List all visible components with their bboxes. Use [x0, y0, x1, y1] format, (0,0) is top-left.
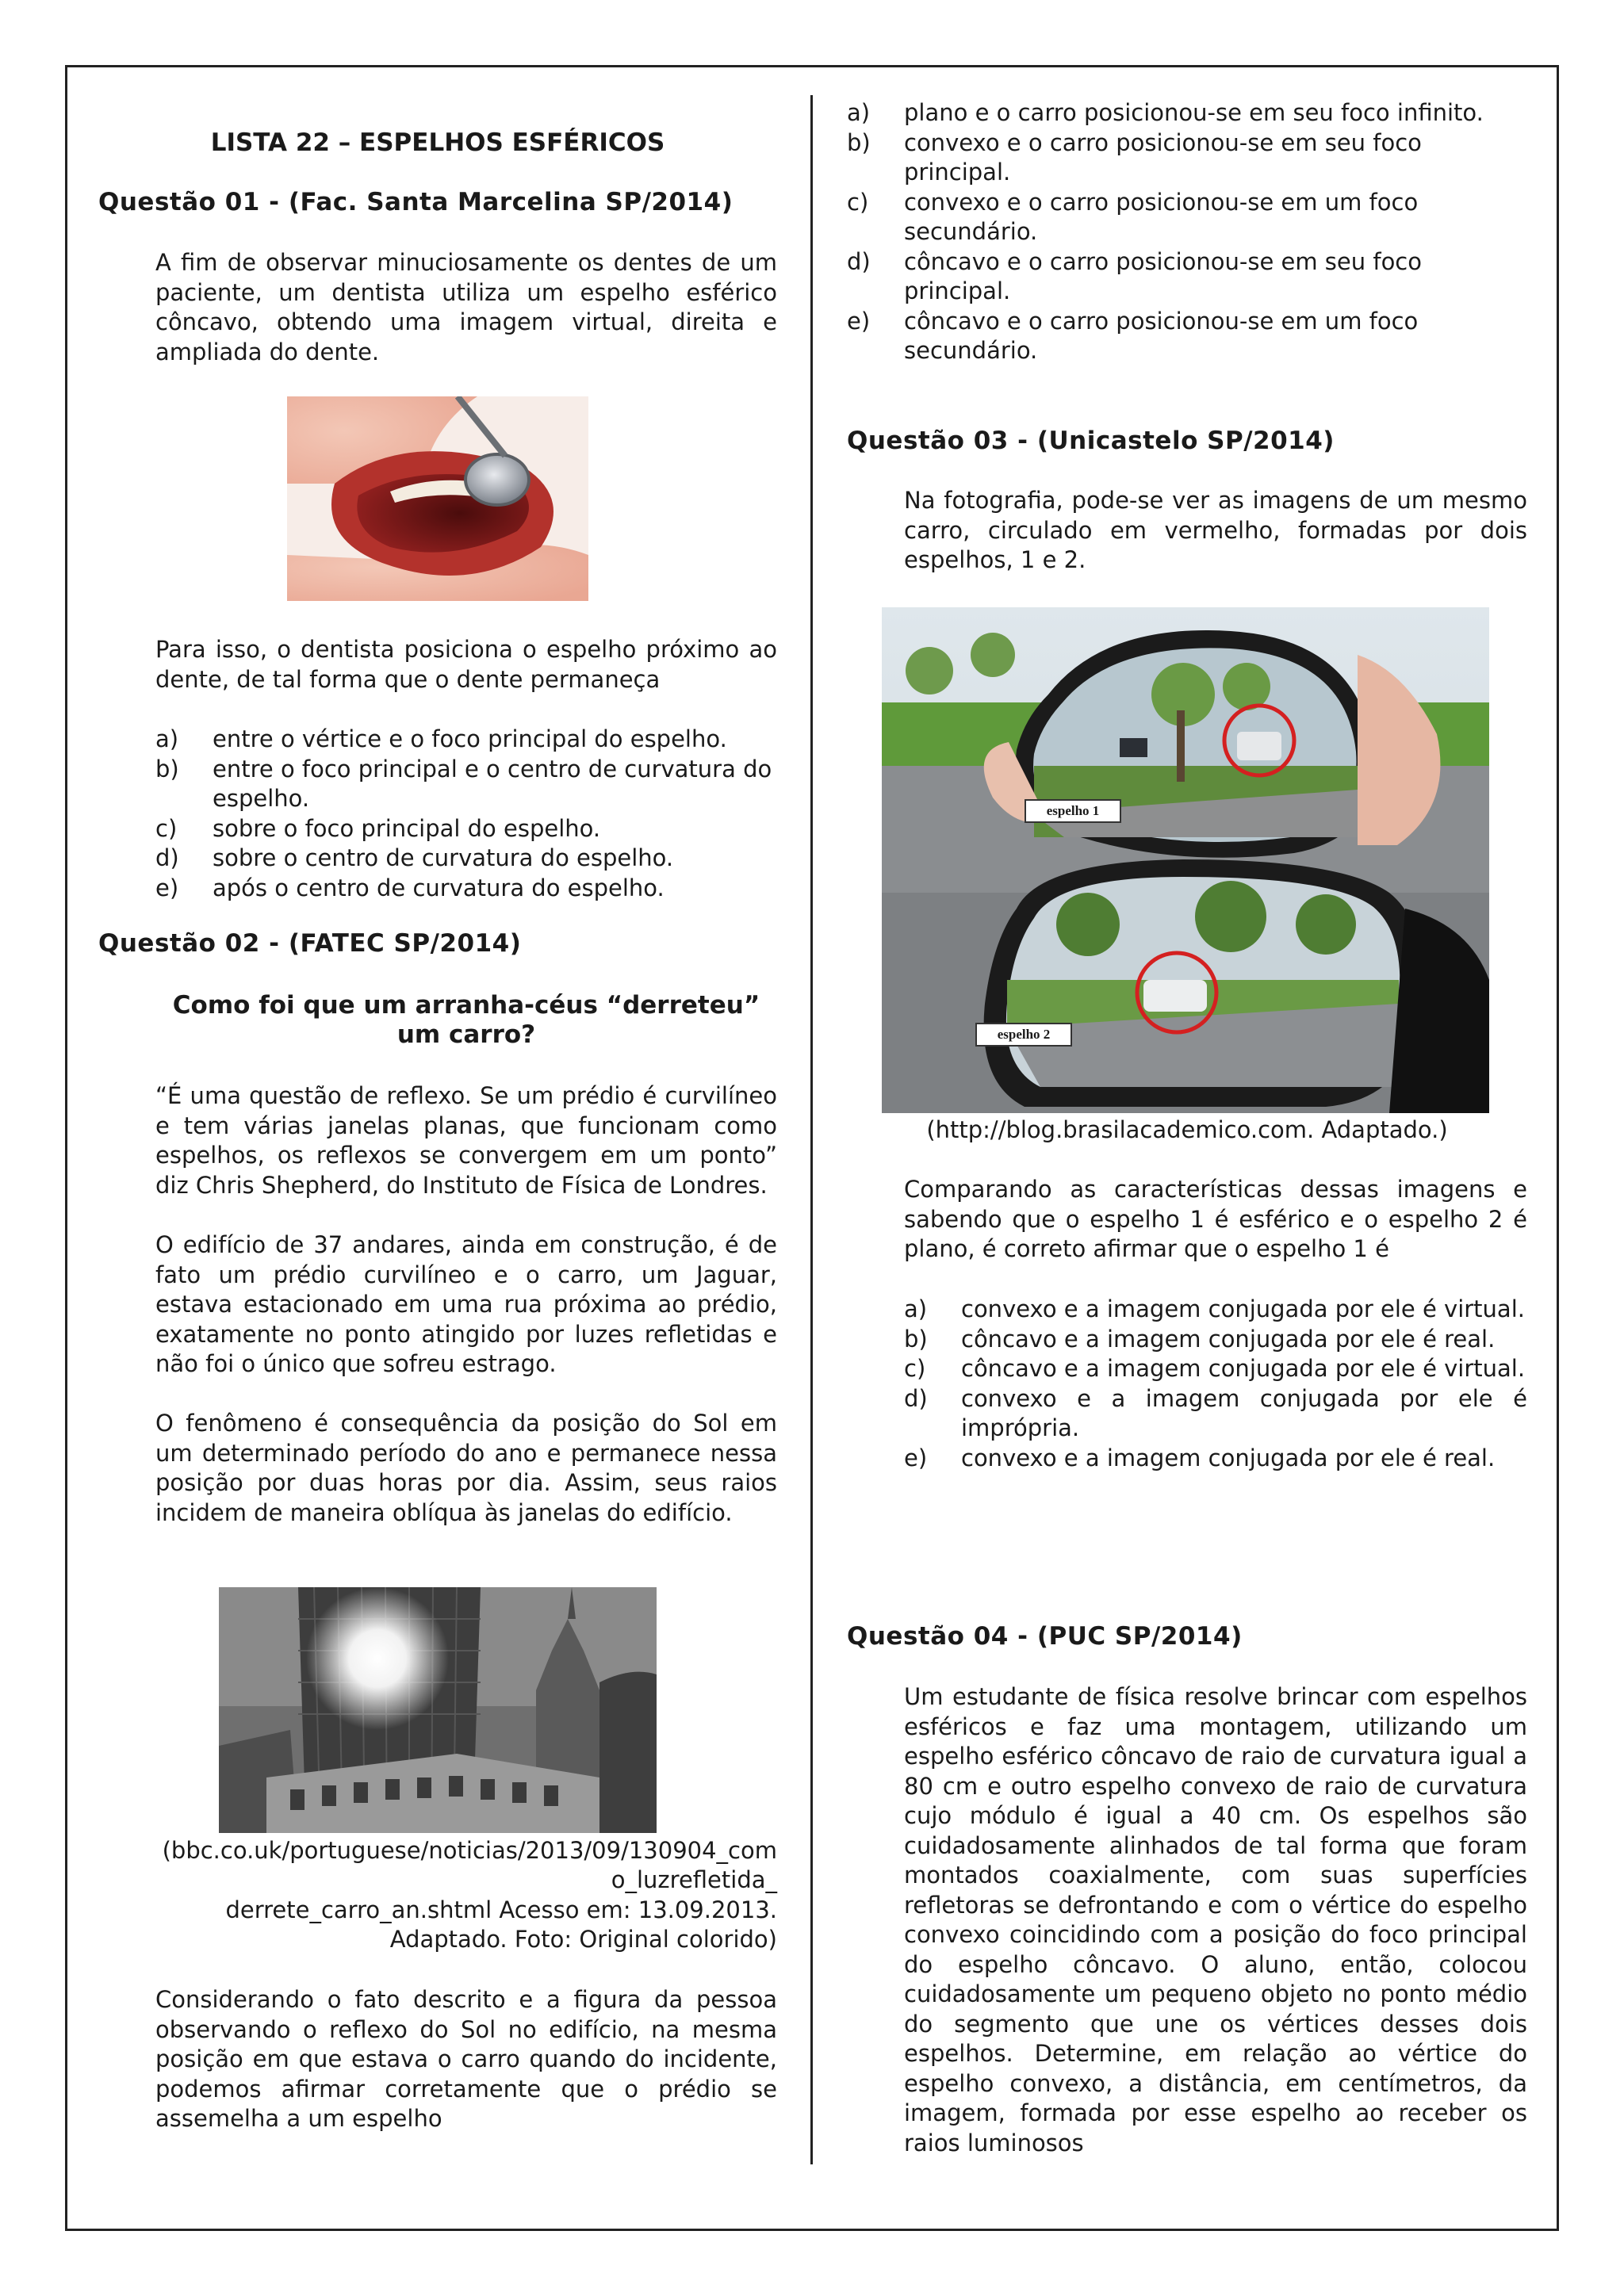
- q1-intro: A fim de observar minuciosamente os dentes de um paciente, um dentista utiliza um espelho esférico côncavo, obtendo uma imagem virtual, direita e ampliada do dente.: [155, 249, 777, 365]
- q4-heading: Questão 04 - (PUC SP/2014): [847, 1622, 1243, 1651]
- q4-body: Um estudante de física resolve brincar com espelhos esféricos e faz uma montagem, utilizando um espelho esférico côncavo de raio de curvatura igual a 80 cm e outro espelho convexo de raio de curvatura cujo módulo é igual a 40 cm. Os espelhos são cuidadosamente alinhados de tal forma que foram montados coaxialmente, com suas superfícies refletoras se defrontando e com o vértice do espelho convexo coincidindo com a posição do foco principal do espelho côncavo. O aluno, então, colocou cuidadosamente um pequeno objeto no ponto médio do segmento que une os vértices desses dois espelhos. Determine, em relação ao vértice do espelho convexo, a distância, em centímetros, da imagem, formada por esse espelho ao receber os raios luminosos: [904, 1683, 1527, 2156]
- q2-paragraph-3: O fenômeno é consequência da posição do Sol em um determinado período do ano e permanece nessa posição por duas horas por dia. Assim, seus raios incidem de maneira oblíqua às janelas do edifício.: [155, 1410, 777, 1526]
- q2-option-a[interactable]: a) plano e o carro posicionou-se em seu foco infinito.: [847, 99, 1484, 126]
- q2-option-e[interactable]: e) côncavo e o carro posicionou-se em um foco secundário.: [847, 307, 1419, 364]
- q3-option-e[interactable]: e) convexo e a imagem conjugada por ele é real.: [904, 1444, 1496, 1471]
- mirrors-car-photo: [882, 607, 1489, 1113]
- q2-article-title-line1: Como foi que um arranha-céus “derreteu”: [172, 991, 760, 1020]
- q3-prompt: Comparando as características dessas imagens e sabendo que o espelho 1 é esférico e o espelho 2 é plano, é correto afirmar que o espelho 1 é: [904, 1176, 1527, 1262]
- q3-option-b[interactable]: b) côncavo e a imagem conjugada por ele é real.: [904, 1325, 1496, 1353]
- q3-option-d[interactable]: d) convexo e a imagem conjugada por ele é imprópria.: [904, 1384, 1527, 1441]
- q2-source-line3: derrete_carro_an.shtml Acesso em: 13.09.2013.: [225, 1896, 777, 1923]
- q2-option-b[interactable]: b) convexo e o carro posicionou-se em seu foco principal.: [847, 128, 1422, 186]
- q2-option-c[interactable]: c) convexo e o carro posicionou-se em um foco secundário.: [847, 188, 1419, 245]
- column-divider: [810, 95, 813, 2164]
- q1-option-c[interactable]: c) sobre o foco principal do espelho.: [155, 814, 601, 842]
- q3-option-c[interactable]: c) côncavo e a imagem conjugada por ele é virtual.: [904, 1355, 1526, 1382]
- building-sun-reflection-photo: [219, 1587, 657, 1833]
- q1-heading: Questão 01 - (Fac. Santa Marcelina SP/2014): [98, 188, 733, 216]
- q2-article-title-line2: um carro?: [396, 1020, 536, 1049]
- dentist-mirror-photo: [287, 396, 588, 601]
- q1-options: [155, 725, 777, 903]
- q3-intro: Na fotografia, pode-se ver as imagens de um mesmo carro, circulado em vermelho, formadas por dois espelhos, 1 e 2.: [904, 487, 1527, 573]
- q3-heading: Questão 03 - (Unicastelo SP/2014): [847, 427, 1335, 455]
- q1-option-a[interactable]: a) entre o vértice e o foco principal do espelho.: [155, 725, 727, 752]
- q2-paragraph-1: “É uma questão de reflexo. Se um prédio é curvilíneo e tem várias janelas planas, que funcionam como espelhos, os reflexos se convergem em um ponto” diz Chris Shepherd, do Instituto de Física de Londres.: [155, 1082, 777, 1199]
- page-title: LISTA 22 – ESPELHOS ESFÉRICOS: [210, 128, 665, 157]
- q1-prompt: Para isso, o dentista posiciona o espelho próximo ao dente, de tal forma que o dente permaneça: [155, 636, 777, 693]
- q2-source-line1: (bbc.co.uk/portuguese/noticias/2013/09/130904_com: [162, 1837, 777, 1864]
- q2-options: [847, 98, 1527, 366]
- q2-prompt: Considerando o fato descrito e a figura da pessoa observando o reflexo do Sol no edifício, na mesma posição em que estava o carro quando do incidente, podemos afirmar corretamente que o prédio se assemelha a um espelho: [155, 1986, 777, 2132]
- q1-option-e[interactable]: e) após o centro de curvatura do espelho.: [155, 874, 665, 901]
- q2-source-line2: o_luzrefletida_: [611, 1866, 777, 1893]
- q1-option-d[interactable]: d) sobre o centro de curvatura do espelho.: [155, 844, 674, 871]
- q3-option-a[interactable]: a) convexo e a imagem conjugada por ele é virtual.: [904, 1295, 1525, 1322]
- q3-source: (http://blog.brasilacademico.com. Adaptado.): [926, 1116, 1448, 1143]
- q2-source-line4: Adaptado. Foto: Original colorido): [389, 1926, 777, 1953]
- mirror-2-group: [984, 859, 1423, 1107]
- q1-option-b[interactable]: b) entre o foco principal e o centro de curvatura do espelho.: [155, 755, 772, 812]
- q2-heading: Questão 02 - (FATEC SP/2014): [98, 929, 522, 958]
- q2-option-d[interactable]: d) côncavo e o carro posicionou-se em seu foco principal.: [847, 247, 1422, 304]
- mirror-1-label: espelho 1: [1025, 799, 1121, 823]
- mirror-2-label: espelho 2: [975, 1023, 1072, 1047]
- q2-paragraph-2: O edifício de 37 andares, ainda em construção, é de fato um prédio curvilíneo e o carro, um Jaguar, estava estacionado em uma rua próxima ao prédio, exatamente no ponto atingido por luzes refletidas e não foi o único que sofreu estrago.: [155, 1231, 777, 1377]
- q3-options: [904, 1295, 1527, 1473]
